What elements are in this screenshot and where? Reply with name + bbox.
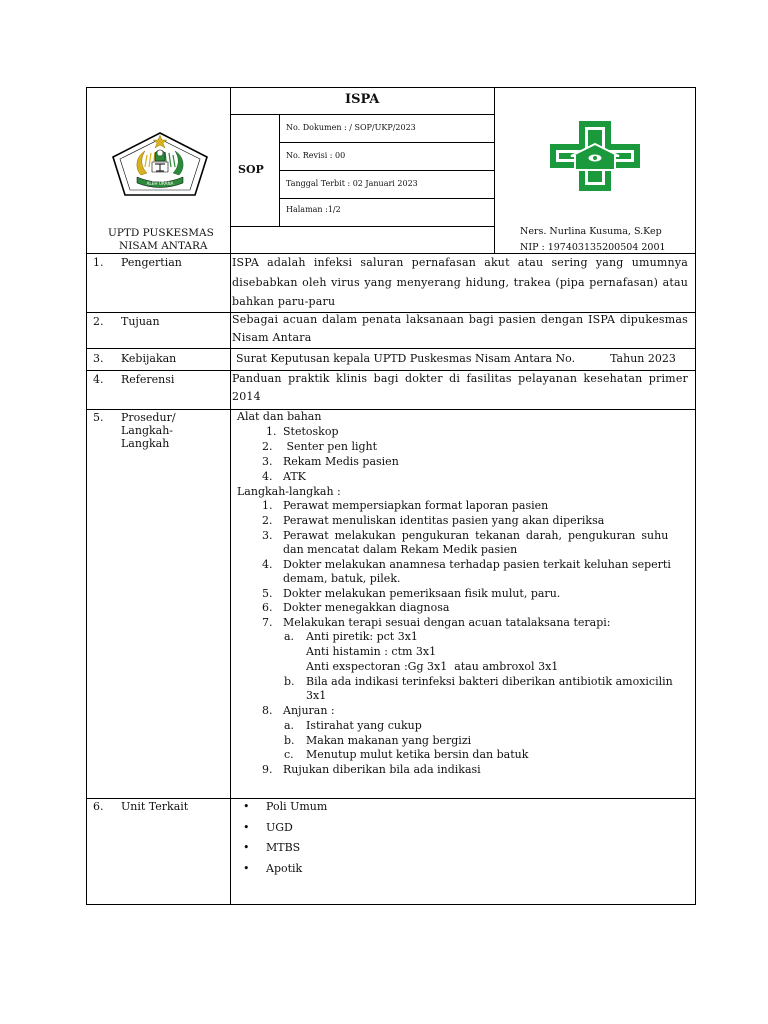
emblem-icon — [111, 131, 209, 197]
table-border-right — [695, 87, 696, 905]
row3-number: 3. — [93, 352, 104, 365]
step-7a-line3: Anti exspectoran :Gg 3x1 atau ambroxol 3x1 — [306, 660, 559, 673]
row4-text: Panduan praktik klinis bagi dokter di fasilitas pelayanan kesehatan primer 2014 — [232, 372, 688, 403]
puskesmas-cross-icon — [549, 120, 641, 192]
unit-bullet-3: • — [243, 841, 250, 854]
step-8c-num: c. — [284, 748, 294, 761]
step-7a-line1: Anti piretik: pct 3x1 — [306, 630, 418, 643]
puskesmas-logo — [549, 120, 641, 192]
field-halaman: Halaman :1/2 — [286, 205, 341, 214]
unit-bullet-4: • — [243, 862, 250, 875]
step-num-1: 1. — [262, 499, 273, 512]
row1-text: ISPA adalah infeksi saluran pernafasan akut atau sering yang umumnya disebabkan oleh virus yang menyerang hidung, trakea (pipa pernafasan) atau bahkan paru-paru — [232, 256, 688, 308]
unit-bullet-2: • — [243, 821, 250, 834]
table-border-top — [86, 87, 696, 88]
grid-h-row5 — [86, 409, 696, 410]
alat-item-1: Stetoskop — [283, 425, 339, 438]
field-no-dokumen: No. Dokumen : / SOP/UKP/2023 — [286, 123, 416, 132]
row3-text: Surat Keputusan kepala UPTD Puskesmas Nisam Antara No. Tahun 2023 — [236, 352, 676, 365]
row6-number: 6. — [93, 800, 104, 813]
row2-text: Sebagai acuan dalam penata laksanaan bagi pasien dengan ISPA dipukesmas Nisam Antara — [232, 313, 688, 344]
step-num-9: 9. — [262, 763, 273, 776]
alat-item-2: Senter pen light — [283, 440, 378, 453]
step-7b-line2: 3x1 — [306, 689, 327, 702]
row2-number: 2. — [93, 315, 104, 328]
alat-item-4: ATK — [283, 470, 306, 483]
alat-num-2: 2. — [262, 440, 273, 453]
table-border-left — [86, 87, 87, 905]
step-1: Perawat mempersiapkan format laporan pasien — [283, 499, 549, 512]
alat-item-3: Rekam Medis pasien — [283, 455, 399, 468]
org-name-line1: UPTD PUSKESMAS — [108, 227, 214, 239]
unit-item-4: Apotik — [266, 862, 303, 875]
step-4-line2: demam, batuk, pilek. — [283, 572, 401, 585]
step-2: Perawat menuliskan identitas pasien yang akan diperiksa — [283, 514, 605, 527]
step-7b-line1: Bila ada indikasi terinfeksi bakteri diberikan antibiotik amoxicilin — [306, 675, 673, 688]
step-4-line1: Dokter melakukan anamnesa terhadap pasien terkait keluhan seperti — [283, 558, 671, 571]
alat-num-1: 1. — [266, 425, 277, 438]
sop-label: SOP — [238, 163, 264, 176]
row4-label: Referensi — [121, 373, 175, 386]
row2-label: Tujuan — [121, 315, 160, 328]
step-7: Melakukan terapi sesuai dengan acuan tatalaksana terapi: — [283, 616, 611, 629]
step-num-8: 8. — [262, 704, 273, 717]
grid-h-header-mid — [230, 226, 495, 227]
alat-num-4: 4. — [262, 470, 273, 483]
step-7b-num: b. — [284, 675, 295, 688]
step-num-5: 5. — [262, 587, 273, 600]
step-num-4: 4. — [262, 558, 273, 571]
step-3-line2: dan mencatat dalam Rekam Medik pasien — [283, 543, 518, 556]
unit-item-3: MTBS — [266, 841, 301, 854]
org-name-line2: NISAM ANTARA — [119, 240, 208, 252]
row5-label-line2: Langkah- — [121, 424, 174, 437]
step-9: Rujukan diberikan bila ada indikasi — [283, 763, 481, 776]
emblem-banner-text: ALEH URANA — [146, 181, 174, 186]
field-no-revisi: No. Revisi : 00 — [286, 151, 346, 160]
step-num-3: 3. — [262, 529, 273, 542]
grid-h-row3 — [86, 348, 696, 349]
unit-item-1: Poli Umum — [266, 800, 328, 813]
grid-h-field1 — [279, 142, 495, 143]
step-7a-line2: Anti histamin : ctm 3x1 — [306, 645, 437, 658]
row4-number: 4. — [93, 373, 104, 386]
unit-bullet-1: • — [243, 800, 250, 813]
grid-h-title — [230, 114, 495, 115]
step-8a-num: a. — [284, 719, 295, 732]
step-6: Dokter menegakkan diagnosa — [283, 601, 450, 614]
step-8: Anjuran : — [283, 704, 335, 717]
signer-name: Ners. Nurlina Kusuma, S.Kep — [520, 226, 662, 237]
grid-h-field2 — [279, 170, 495, 171]
unit-item-2: UGD — [266, 821, 293, 834]
row3-label: Kebijakan — [121, 352, 177, 365]
step-3-line1: Perawat melakukan pengukuran tekanan darah, pengukuran suhu — [283, 529, 669, 542]
step-5: Dokter melakukan pemeriksaan fisik mulut, paru. — [283, 587, 561, 600]
signer-nip: NIP : 197403135200504 2001 — [520, 242, 666, 253]
row5-number: 5. — [93, 411, 104, 424]
row1-number: 1. — [93, 256, 104, 269]
langkah-heading: Langkah-langkah : — [237, 485, 341, 498]
field-tanggal-terbit: Tanggal Terbit : 02 Januari 2023 — [286, 179, 418, 188]
row5-label-line3: Langkah — [121, 437, 170, 450]
grid-h-field3 — [279, 198, 495, 199]
row6-label: Unit Terkait — [121, 800, 189, 813]
step-8b: Makan makanan yang bergizi — [306, 734, 472, 747]
alat-num-3: 3. — [262, 455, 273, 468]
step-num-6: 6. — [262, 601, 273, 614]
grid-v-left-col — [230, 87, 231, 905]
grid-h-row6 — [86, 798, 696, 799]
step-8c: Menutup mulut ketika bersin dan batuk — [306, 748, 529, 761]
table-border-bottom — [86, 904, 696, 905]
step-num-7: 7. — [262, 616, 273, 629]
step-8a: Istirahat yang cukup — [306, 719, 422, 732]
alat-heading: Alat dan bahan — [237, 410, 322, 423]
step-7a-num: a. — [284, 630, 295, 643]
step-8b-num: b. — [284, 734, 295, 747]
step-num-2: 2. — [262, 514, 273, 527]
row1-label: Pengertian — [121, 256, 182, 269]
regency-emblem-logo — [111, 131, 209, 197]
row5-label-line1: Prosedur/ — [121, 411, 176, 424]
document-title: ISPA — [345, 92, 380, 107]
